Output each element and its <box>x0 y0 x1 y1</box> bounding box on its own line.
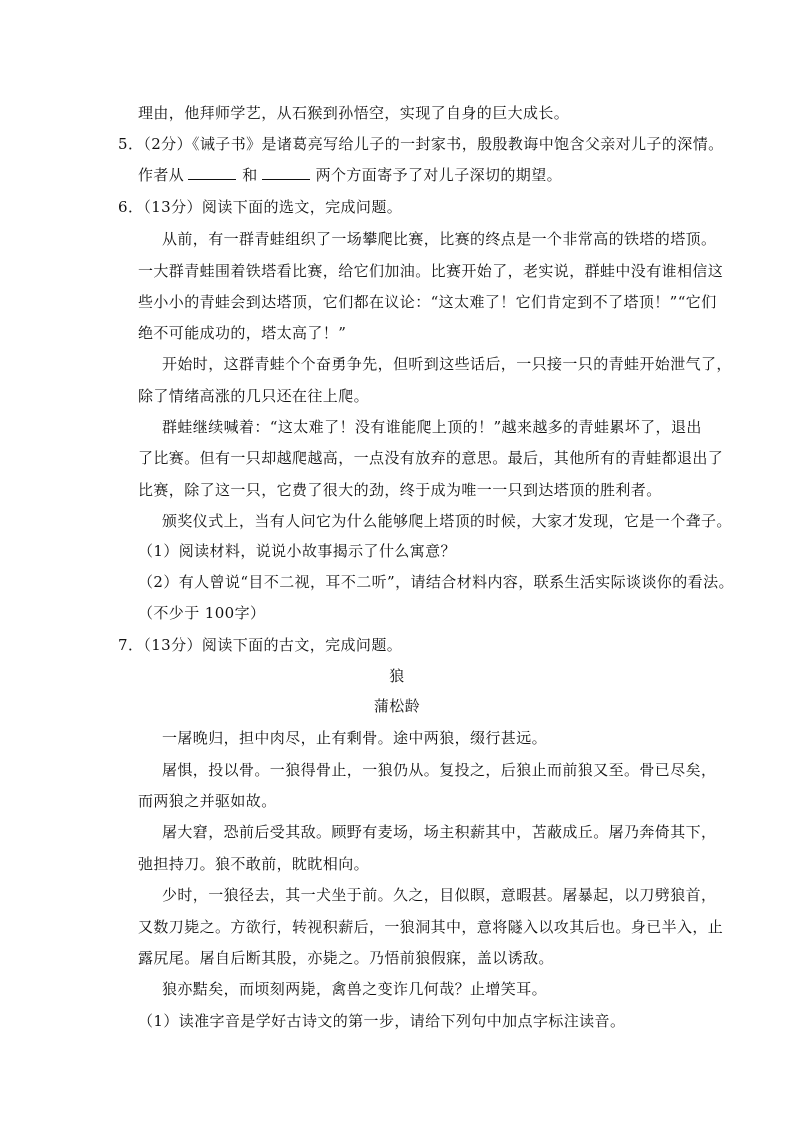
question-6-2: （2）有人曾说“目不二视，耳不二听”，请结合材料内容，联系生活实际谈谈你的看法。 <box>138 573 734 591</box>
classical-text-line: 一屠晚归，担中肉尽，止有剩骨。途中两狼，缀行甚远。 <box>162 729 548 747</box>
passage-line: 开始时，这群青蛙个个奋勇争先，但听到这些话后，一只接一只的青蛙开始泄气了， <box>162 355 732 373</box>
text-fragment: 作者从 <box>138 166 185 184</box>
classical-text-line: 少时，一狼径去，其一犬坐于前。久之，目似瞑，意暇甚。屠暴起，以刀劈狼首， <box>162 886 717 904</box>
passage-line: 除了情绪高涨的几只还在往上爬。 <box>138 387 370 405</box>
poem-author: 蒲松龄 <box>373 697 421 715</box>
question-7-1: （1）读准字音是学好古诗文的第一步，请给下列句中加点字标注读音。 <box>138 1012 626 1030</box>
text-fragment: 两个方面寄予了对儿子深切的期望。 <box>315 166 563 184</box>
classical-text-line: 弛担持刀。狼不敢前，眈眈相向。 <box>138 855 370 873</box>
classical-text-line: 而两狼之并驱如故。 <box>138 792 277 810</box>
classical-text-line: 露尻尾。屠自后断其股，亦毙之。乃悟前狼假寐，盖以诱敌。 <box>138 949 554 967</box>
passage-line: 绝不可能成功的，塔太高了！” <box>138 324 347 342</box>
question-6-2-note: （不少于 100字） <box>138 604 266 622</box>
question-6-1: （1）阅读材料，说说小故事揭示了什么寓意？ <box>138 542 456 560</box>
passage-line: 比赛，除了这一只，它费了很大的劲，终于成为唯一一只到达塔顶的胜利者。 <box>138 481 662 499</box>
passage-line: 了比赛。但有一只却越爬越高，一点没有放弃的意思。最后，其他所有的青蛙都退出了 <box>138 449 724 467</box>
passage-line: 群蛙继续喊着：“这太难了！没有谁能爬上顶的！”越来越多的青蛙累坏了，退出 <box>162 418 702 436</box>
question-5-fill-blank <box>138 165 562 185</box>
classical-text-line: 又数刀毙之。方欲行，转视积薪后，一狼洞其中，意将隧入以攻其后也。身已半入，止 <box>138 918 724 936</box>
classical-text-line: 狼亦黠矣，而顷刻两毙，禽兽之变诈几何哉？止增笑耳。 <box>162 980 548 998</box>
answer-blank-2[interactable] <box>262 178 310 180</box>
passage-line: 些小小的青蛙会到达塔顶，它们都在议论：“这太难了！它们肯定到不了塔顶！”“它们 <box>138 293 717 311</box>
text-fragment: 和 <box>242 166 258 184</box>
passage-line: 颁奖仪式上，当有人问它为什么能够爬上塔顶的时候，大家才发现，它是一个聋子。 <box>162 512 732 530</box>
classical-text-line: 屠大窘，恐前后受其敌。顾野有麦场，场主积薪其中，苫蔽成丘。屠乃奔倚其下， <box>162 823 717 841</box>
poem-title: 狼 <box>389 667 405 685</box>
passage-line: 从前，有一群青蛙组织了一场攀爬比赛，比赛的终点是一个非常高的铁塔的塔顶。 <box>162 230 717 248</box>
classical-text-line: 屠惧，投以骨。一狼得骨止，一狼仍从。复投之，后狼止而前狼又至。骨已尽矣， <box>162 761 717 779</box>
question-5-prompt: 5．（2分）《诫子书》是诸葛亮写给儿子的一封家书，殷殷教诲中饱含父亲对儿子的深情。 <box>118 135 724 153</box>
answer-blank-1[interactable] <box>188 178 236 180</box>
question-6-title: 6．（13分）阅读下面的选文，完成问题。 <box>118 198 403 216</box>
question-7-title: 7．（13分）阅读下面的古文，完成问题。 <box>118 636 403 654</box>
text-line: 理由，他拜师学艺，从石猴到孙悟空，实现了自身的巨大成长。 <box>138 104 570 122</box>
passage-line: 一大群青蛙围着铁塔看比赛，给它们加油。比赛开始了，老实说，群蛙中没有谁相信这 <box>138 262 724 280</box>
